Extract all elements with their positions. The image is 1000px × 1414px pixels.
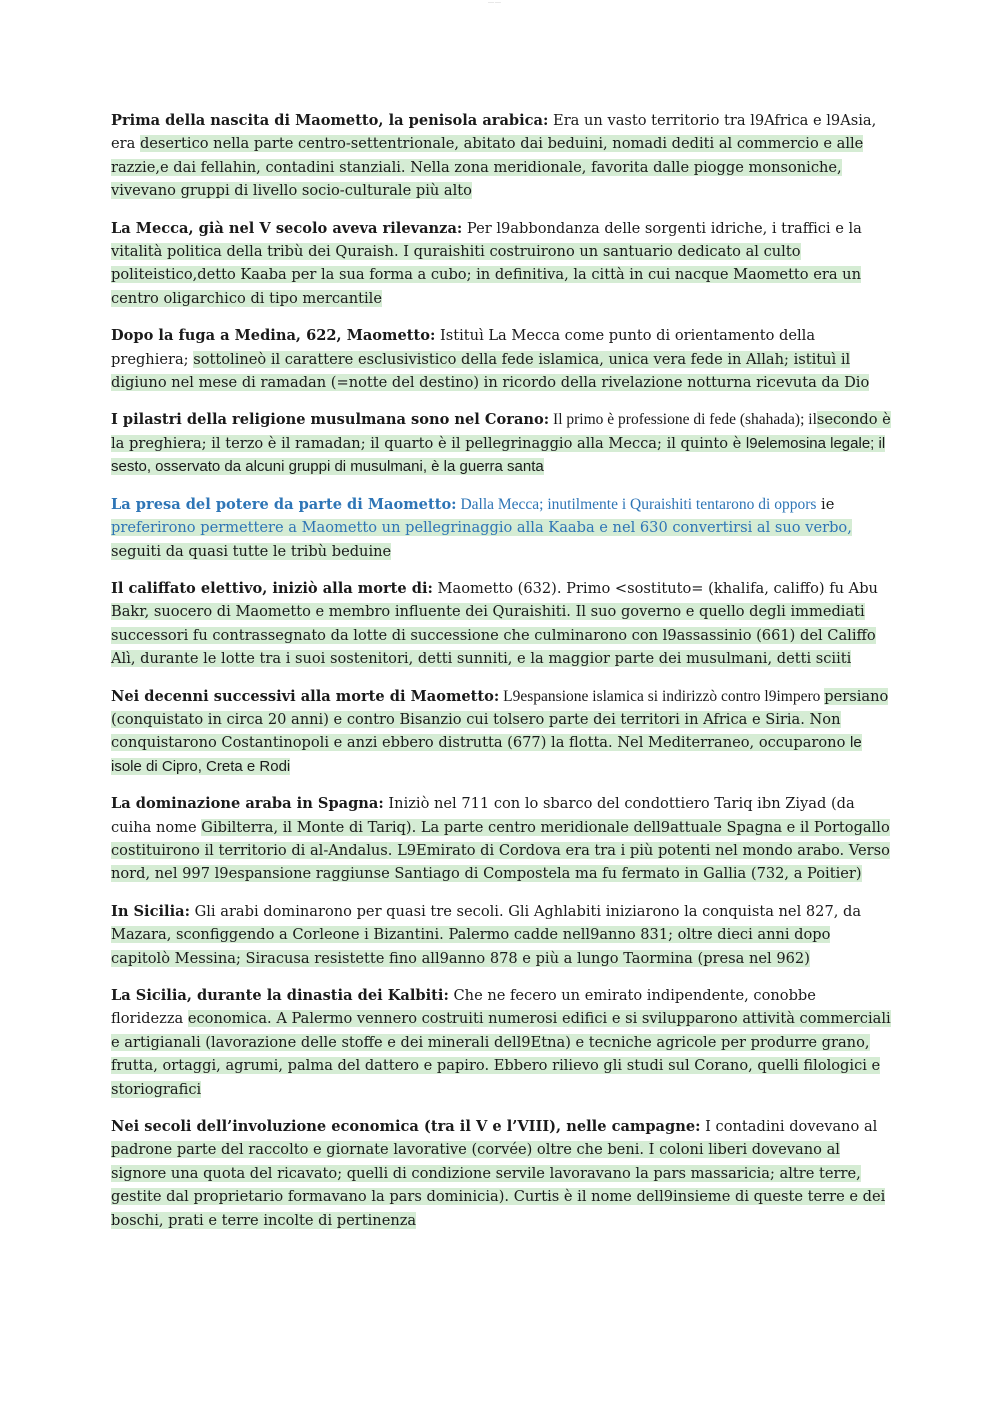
paragraph-text: I contadini dovevano al bbox=[700, 1118, 878, 1136]
paragraph-caliphate bbox=[111, 577, 891, 671]
paragraph-text: Per l9abbondanza delle sorgenti idriche, i traffici e la bbox=[462, 219, 862, 237]
paragraph-heading: Il califfato elettivo, iniziò alla morte di: bbox=[111, 579, 433, 597]
paragraph-heading: Dopo la fuga a Medina, 622, Maometto: bbox=[111, 327, 436, 345]
paragraph-heading: In Sicilia: bbox=[111, 902, 190, 920]
document-body bbox=[111, 109, 891, 1246]
page-header-mark: —— —— bbox=[488, 0, 501, 4]
highlighted-text: secondo è la preghiera; il terzo è il ramadan; il quarto è il pellegrinaggio alla Mecca; il quinto è bbox=[111, 411, 891, 452]
paragraph-text: Che ne fecero un emirato indipendente, conobbe floridezza bbox=[111, 987, 816, 1028]
paragraph-heading: Nei decenni successivi alla morte di Maometto: bbox=[111, 687, 500, 705]
paragraph-text: Iniziò nel 711 con lo sbarco del condottiero Tariq ibn Ziyad (da cuiha nome bbox=[111, 795, 855, 836]
highlighted-text: padrone parte del raccolto e giornate lavorative (corvée) oltre che beni. I coloni liberi dovevano al signore una quota del ricavato; quelli di condizione servile lavoravano la pars massaricia; altre terre, gestite dal proprietario formavano la pars dominicia). Curtis è il nome dell9insieme di queste terre e dei boschi, prati e terre incolte di pertinenza bbox=[111, 1141, 886, 1229]
highlighted-text: seguiti da quasi tutte le tribù beduine bbox=[111, 542, 392, 560]
paragraph-text: Il primo è professione di fede (shahada); il bbox=[549, 411, 817, 429]
paragraph-text: Istituì La Mecca come punto di orientamento della preghiera; bbox=[111, 327, 816, 368]
paragraph-heading: Nei secoli dell’involuzione economica (tra il V e l’VIII), nelle campagne: bbox=[111, 1118, 701, 1136]
paragraph-heading: La dominazione araba in Spagna: bbox=[111, 795, 384, 813]
highlighted-text: vitalità politica della tribù dei Quraish. I quraishiti costruirono un santuario dedicato al culto politeistico,detto Kaaba per la sua forma a cubo; in definitiva, la città in cui nacque Maometto era un centro oligarchico di tipo mercantile bbox=[111, 243, 861, 307]
paragraph-mecca bbox=[111, 217, 891, 311]
paragraph-text: Gli arabi dominarono per quasi tre secoli. Gli Aghlabiti iniziarono la conquista nel 827, da bbox=[189, 902, 862, 920]
highlighted-text: preferirono permettere a Maometto un pellegrinaggio alla Kaaba e nel 630 convertirsi al suo verbo, bbox=[111, 519, 852, 537]
paragraph-spain bbox=[111, 792, 891, 886]
paragraph-power bbox=[111, 493, 891, 563]
paragraph-sicily bbox=[111, 900, 891, 970]
paragraph-heading: La presa del potere da parte di Maometto: bbox=[111, 495, 457, 513]
paragraph-countryside bbox=[111, 1115, 891, 1232]
highlighted-text: le isole di Cipro, Creta e Rodi bbox=[111, 734, 862, 775]
highlighted-text: economica. A Palermo vennero costruiti numerosi edifici e si svilupparono attività commerciali e artigianali (lavorazione delle stoffe e dei minerali dell9Etna) e tecniche agricole per produrre grano, frutta, ortaggi, agrumi, palma del dattero e papiro. Ebbero rilievo gli studi sul Corano, quelli filologici e storiografici bbox=[111, 1010, 891, 1098]
highlighted-text: desertico nella parte centro-settentrionale, abitato dai beduini, nomadi dediti al commercio e alle razzie,e dai fellahin, contadini stanziali. Nella zona meridionale, favorita dalle piogge monsoniche, vivevano gruppi di livello socio-culturale più alto bbox=[111, 135, 864, 200]
paragraph-heading: La Sicilia, durante la dinastia dei Kalbiti: bbox=[111, 987, 449, 1004]
paragraph-kalbiti bbox=[111, 984, 891, 1101]
paragraph-heading: Prima della nascita di Maometto, la penisola arabica: bbox=[111, 112, 549, 129]
paragraph-medina bbox=[111, 324, 891, 394]
highlighted-text: persiano (conquistato in circa 20 anni) e contro Bisanzio cui tolsero parte dei territori in Africa e Siria. Non conquistarono Costantinopoli e anzi ebbero distrutta (677) la flotta. Nel Mediterraneo, occuparono bbox=[111, 687, 889, 752]
highlighted-text: Bakr, suocero di Maometto e membro influente dei Quraishiti. Il suo governo e quello degli immediati successori fu contrassegnato da lotte di successione che culminarono con l9assassinio (661) del Califfo Alì, durante le lotte tra i suoi sostenitori, detti sunniti, e la maggior parte dei musulmani, detti sciiti bbox=[111, 603, 876, 668]
paragraph-heading: La Mecca, già nel V secolo aveva rilevanza: bbox=[111, 219, 463, 237]
highlighted-text: Gibilterra, il Monte di Tariq). La parte centro meridionale dell9attuale Spagna e il Portogallo costituirono il territorio di al-Andalus. L9Emirato di Cordova era tra i più potenti nel mondo arabo. Verso nord, nel 997 l9espansione raggiunse Santiago di Compostela ma fu fermato in Gallia (732, a Poitier) bbox=[111, 818, 890, 883]
paragraph-text: ie bbox=[816, 495, 835, 513]
paragraph-arabia bbox=[111, 109, 891, 203]
highlighted-text: sottolineò il carattere esclusivistico della fede islamica, unica vera fede in Allah; istituì il digiuno nel mese di ramadan (=notte del destino) in ricordo della rivelazione notturna ricevuta da Dio bbox=[111, 350, 870, 392]
paragraph-text: Era un vasto territorio tra l9Africa e l9Asia, era bbox=[111, 112, 877, 153]
paragraph-heading: I pilastri della religione musulmana sono nel Corano: bbox=[111, 411, 550, 429]
paragraph-expansion bbox=[111, 685, 891, 779]
highlighted-text: l9elemosina legale; il sesto, osservato da alcuni gruppi di musulmani, è la guerra santa bbox=[111, 434, 886, 476]
paragraph-text: Dalla Mecca; inutilmente i Quraishiti tentarono di oppors bbox=[456, 495, 817, 513]
highlighted-text: Mazara, sconfiggendo a Corleone i Bizantini. Palermo cadde nell9anno 831; oltre dieci anni dopo capitolò Messina; Siracusa resistette fino all9anno 878 e più a lungo Taormina (presa nel 962) bbox=[111, 926, 831, 967]
paragraph-text: L9espansione islamica si indirizzò contro l9impero bbox=[499, 687, 825, 705]
paragraph-text: Maometto (632). Primo <sostituto= (khalifa, califfo) fu Abu bbox=[432, 579, 878, 597]
paragraph-pillars bbox=[111, 408, 891, 478]
